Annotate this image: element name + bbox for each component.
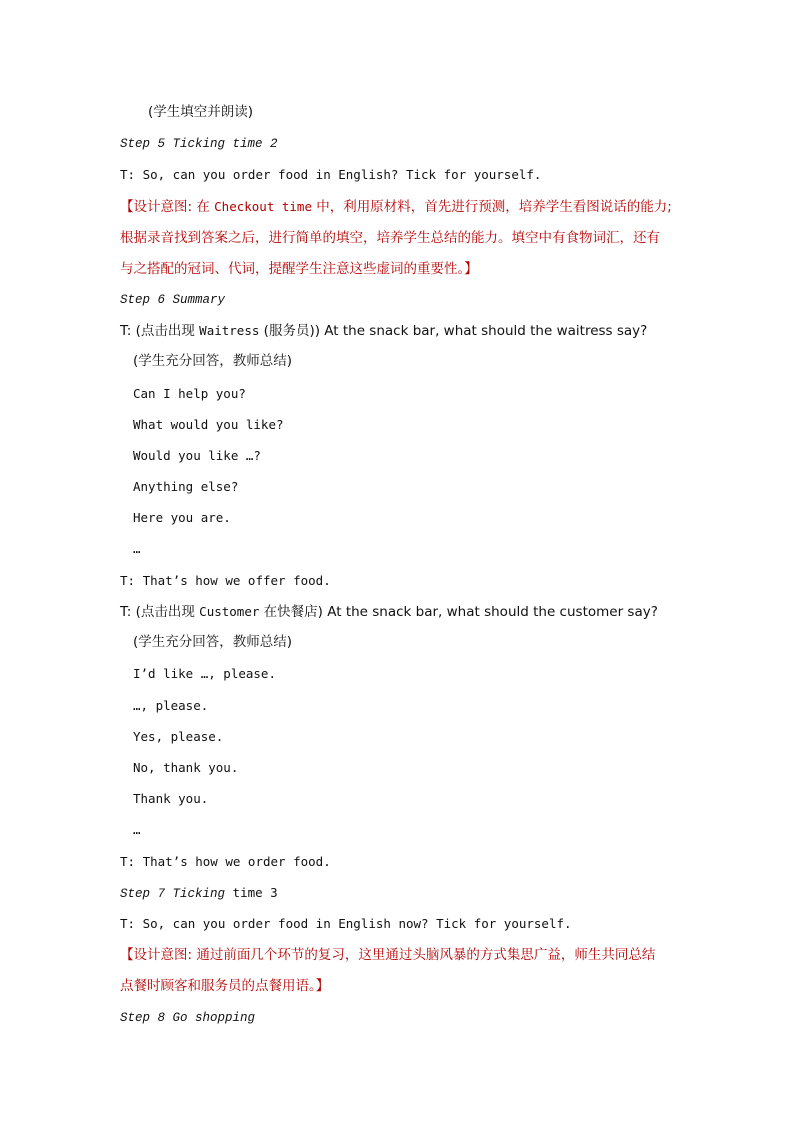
teacher-line-customer: T: (点击出现 Customer 在快餐店) At the snack bar, what should the customer say? — [120, 604, 658, 620]
phrase-item: Would you like …? — [133, 448, 261, 463]
teacher-line-tick: T: So, can you order food in English? Tick for yourself. — [120, 167, 542, 182]
teacher-line-tick-now: T: So, can you order food in English now? Tick for yourself. — [120, 916, 572, 931]
student-answer-note: (学生充分回答，教师总结) — [133, 353, 293, 369]
design-intent-1-row2: 根据录音找到答案之后，进行简单的填空，培养学生总结的能力。填空中有食物词汇，还有 — [120, 230, 660, 246]
phrase-item: What would you like? — [133, 417, 284, 432]
step7-heading: Step 7 Ticking time 3 — [120, 885, 278, 901]
phrase-item: Yes, please. — [133, 729, 224, 744]
phrase-item: No, thank you. — [133, 760, 239, 775]
phrase-item: Can I help you? — [133, 386, 246, 401]
design-intent-2-row1: 【设计意图: 通过前面几个环节的复习，这里通过头脑风暴的方式集思广益，师生共同总结 — [120, 947, 656, 963]
design-intent-1 — [120, 191, 680, 285]
teacher-line-waitress: T: (点击出现 Waitress (服务员)) At the snack bar, what should the waitress say? — [120, 323, 648, 339]
design-intent-2-row2: 点餐时顾客和服务员的点餐用语。】 — [120, 978, 330, 994]
design-intent-2 — [120, 940, 680, 1002]
phrase-item: Thank you. — [133, 791, 209, 806]
phrase-item: Anything else? — [133, 479, 239, 494]
phrase-item: …, please. — [133, 698, 209, 713]
phrase-item: … — [133, 541, 141, 556]
phrase-item: Here you are. — [133, 510, 231, 525]
phrase-item: … — [133, 822, 141, 837]
student-fill-note: (学生填空并朗读) — [148, 104, 254, 120]
step6-heading: Step 6 Summary — [120, 293, 226, 307]
phrase-item: I’d like …, please. — [133, 666, 276, 681]
step8-heading: Step 8 Go shopping — [120, 1011, 256, 1025]
teacher-line-offer: T: That’s how we offer food. — [120, 573, 331, 588]
teacher-line-order: T: That’s how we order food. — [120, 854, 331, 869]
design-intent-1-row1: 【设计意图: 在 Checkout time 中，利用原材料，首先进行预测，培养学生看图说话的能力; — [120, 199, 672, 215]
step5-heading: Step 5 Ticking time 2 — [120, 137, 278, 151]
student-answer-note: (学生充分回答，教师总结) — [133, 634, 293, 650]
design-intent-1-row3: 与之搭配的冠词、代词，提醒学生注意这些虚词的重要性。】 — [120, 261, 478, 277]
